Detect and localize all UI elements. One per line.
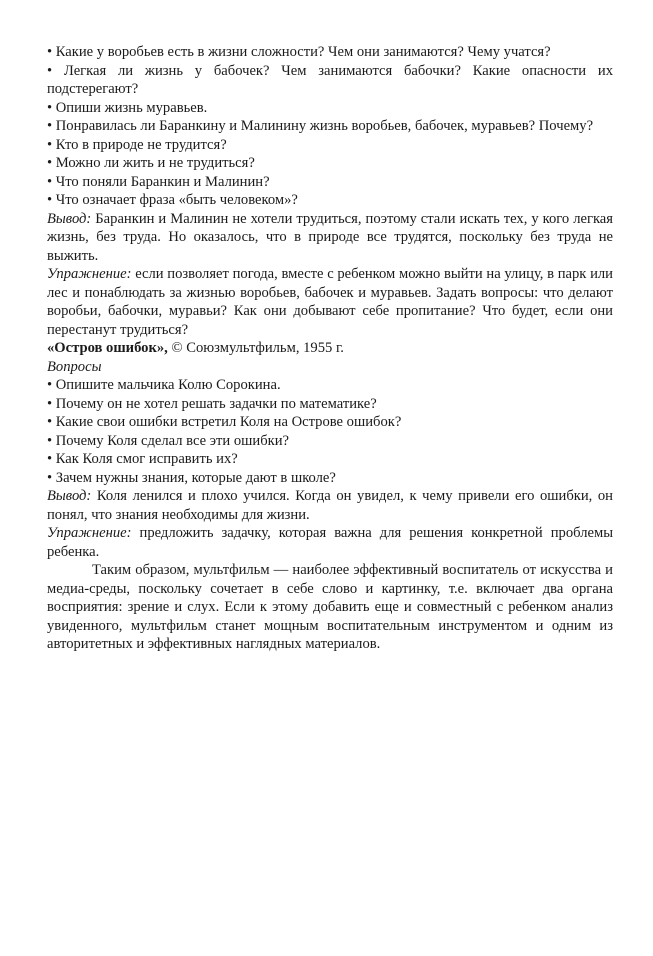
question-item: • Кто в природе не трудится? bbox=[47, 136, 613, 155]
exercise-text: если позволяет погода, вместе с ребенком можно выйти на улицу, в парк или лес и понаблюдать за жизнью воробьев, бабочек и муравьев. Задать вопросы: что делают воробьи, бабочки, муравьи? Как они добывают себе пропитание? Что будет, если они перестанут трудиться? bbox=[47, 266, 613, 338]
exercise-text: предложить задачку, которая важна для решения конкретной проблемы ребенка. bbox=[47, 525, 613, 560]
exercise-paragraph bbox=[47, 265, 613, 339]
question-item: • Что поняли Баранкин и Малинин? bbox=[47, 173, 613, 192]
conclusion-label: Вывод: bbox=[47, 210, 92, 227]
question-item: • Почему Коля сделал все эти ошибки? bbox=[47, 432, 613, 451]
exercise-paragraph bbox=[47, 524, 613, 561]
question-item: • Понравилась ли Баранкину и Малинину жизнь воробьев, бабочек, муравьев? Почему? bbox=[47, 117, 613, 136]
question-item: • Какие у воробьев есть в жизни сложности? Чем они занимаются? Чему учатся? bbox=[47, 43, 613, 62]
question-item: • Как Коля смог исправить их? bbox=[47, 450, 613, 469]
question-item: • Можно ли жить и не трудиться? bbox=[47, 154, 613, 173]
film-credit: © Союзмультфильм, 1955 г. bbox=[171, 340, 344, 356]
question-item: • Почему он не хотел решать задачки по математике? bbox=[47, 395, 613, 414]
question-item: • Опиши жизнь муравьев. bbox=[47, 99, 613, 118]
question-item: • Что означает фраза «быть человеком»? bbox=[47, 191, 613, 210]
questions-heading: Вопросы bbox=[47, 358, 102, 375]
question-item: • Зачем нужны знания, которые дают в школе? bbox=[47, 469, 613, 488]
conclusion-label: Вывод: bbox=[47, 488, 92, 504]
conclusion-paragraph bbox=[47, 487, 613, 524]
conclusion-text: Коля ленился и плохо учился. Когда он увидел, к чему привели его ошибки, он понял, что знания необходимы для жизни. bbox=[47, 488, 613, 523]
film-title: «Остров ошибок», bbox=[47, 340, 168, 356]
exercise-label: Упражнение: bbox=[47, 266, 132, 282]
exercise-label: Упражнение: bbox=[47, 525, 132, 541]
film-heading bbox=[47, 339, 613, 358]
document-page bbox=[47, 43, 613, 654]
question-item: • Опишите мальчика Колю Сорокина. bbox=[47, 376, 613, 395]
question-item: • Какие свои ошибки встретил Коля на Острове ошибок? bbox=[47, 413, 613, 432]
question-item: • Легкая ли жизнь у бабочек? Чем занимаются бабочки? Какие опасности их подстерегают? bbox=[47, 62, 613, 99]
conclusion-paragraph bbox=[47, 210, 613, 266]
closing-paragraph: Таким образом, мультфильм — наиболее эффективный воспитатель от искусства и медиа-среды, поскольку сочетает в себе слово и картинку, т.е. включает два органа восприятия: зрение и слух. Если к этому добавить еще и совместный с ребенком анализ увиденного, мультфильм станет мощным воспитательным инструментом и одним из авторитетных и эффективных наглядных материалов. bbox=[47, 562, 613, 652]
conclusion-text: Баранкин и Малинин не хотели трудиться, поэтому стали искать тех, у кого легкая жизнь, без труда. Но оказалось, что в природе все трудятся, поскольку без труда не выжить. bbox=[47, 210, 614, 264]
